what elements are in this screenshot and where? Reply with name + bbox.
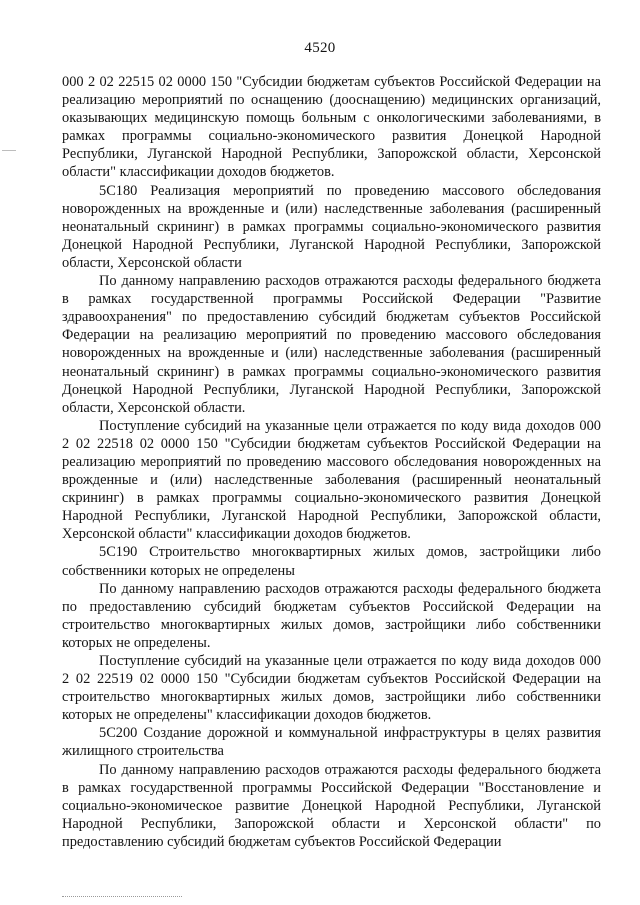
footer-divider xyxy=(62,896,182,897)
paragraph-5c190-income: Поступление субсидий на указанные цели отражается по коду вида доходов 000 2 02 22519 02 0000 150 "Субсидии бюджетам субъектов Российской Федерации на строительство многоквартирных жилых домов, застройщики либо собственники которых не определены" классификации доходов бюджетов. xyxy=(62,653,601,724)
scan-artifact xyxy=(2,150,16,151)
page-number: 4520 xyxy=(304,40,336,56)
paragraph-5c200-expenses: По данному направлению расходов отражаются расходы федерального бюджета в рамках государственной программы Российской Федерации "Восстановление и социально-экономическое развитие Донецкой Народной Республики, Луганской Народной Республики, Запорожской области и Херсонской области" по предоставлению субсидий бюджетам субъектов Российской Федерации xyxy=(62,761,601,850)
paragraph-income-code-22515: 000 2 02 22515 02 0000 150 "Субсидии бюджетам субъектов Российской Федерации на реализацию мероприятий по оснащению (дооснащению) медицинских организаций, оказывающих медицинскую помощь больным с онкологическими заболеваниями, в рамках программы социально-экономического развития Донецкой Народной Республики, Луганской Народной Республики, Запорожской области, Херсонской области" классификации доходов бюджетов. xyxy=(62,74,601,181)
document-body xyxy=(62,73,601,851)
heading-5c190: 5С190 Строительство многоквартирных жилых домов, застройщики либо собственники которых не определены xyxy=(62,544,601,579)
heading-5c180: 5С180 Реализация мероприятий по проведению массового обследования новорожденных на врожденные и (или) наследственные заболевания (расширенный неонатальный скрининг) в рамках программы социально-экономического развития Донецкой Народной Республики, Луганской Народной Республики, Запорожской области, Херсонской области xyxy=(62,182,601,271)
paragraph-5c180-expenses: По данному направлению расходов отражаются расходы федерального бюджета в рамках государственной программы Российской Федерации "Развитие здравоохранения" по предоставлению субсидий бюджетам субъектов Российской Федерации на реализацию мероприятий по проведению массового обследования новорожденных на врожденные и (или) наследственные заболевания (расширенный неонатальный скрининг) в рамках программы социально-экономического развития Донецкой Народной Республики, Луганской Народной Республики, Запорожской области, Херсонской области. xyxy=(62,273,601,416)
paragraph-5c190-expenses: По данному направлению расходов отражаются расходы федерального бюджета по предоставлению субсидий бюджетам субъектов Российской Федерации на строительство многоквартирных жилых домов, застройщики либо собственники которых не определены. xyxy=(62,580,601,651)
paragraph-5c180-income: Поступление субсидий на указанные цели отражается по коду вида доходов 000 2 02 22518 02 0000 150 "Субсидии бюджетам субъектов Российской Федерации на реализацию мероприятий по проведению массового обследования новорожденных на врожденные и (или) наследственные заболевания (расширенный неонатальный скрининг) в рамках программы социально-экономического развития Донецкой Народной Республики, Луганской Народной Республики, Запорожской области, Херсонской области" классификации доходов бюджетов. xyxy=(62,417,601,543)
heading-5c200: 5С200 Создание дорожной и коммунальной инфраструктуры в целях развития жилищного строительства xyxy=(62,725,601,760)
